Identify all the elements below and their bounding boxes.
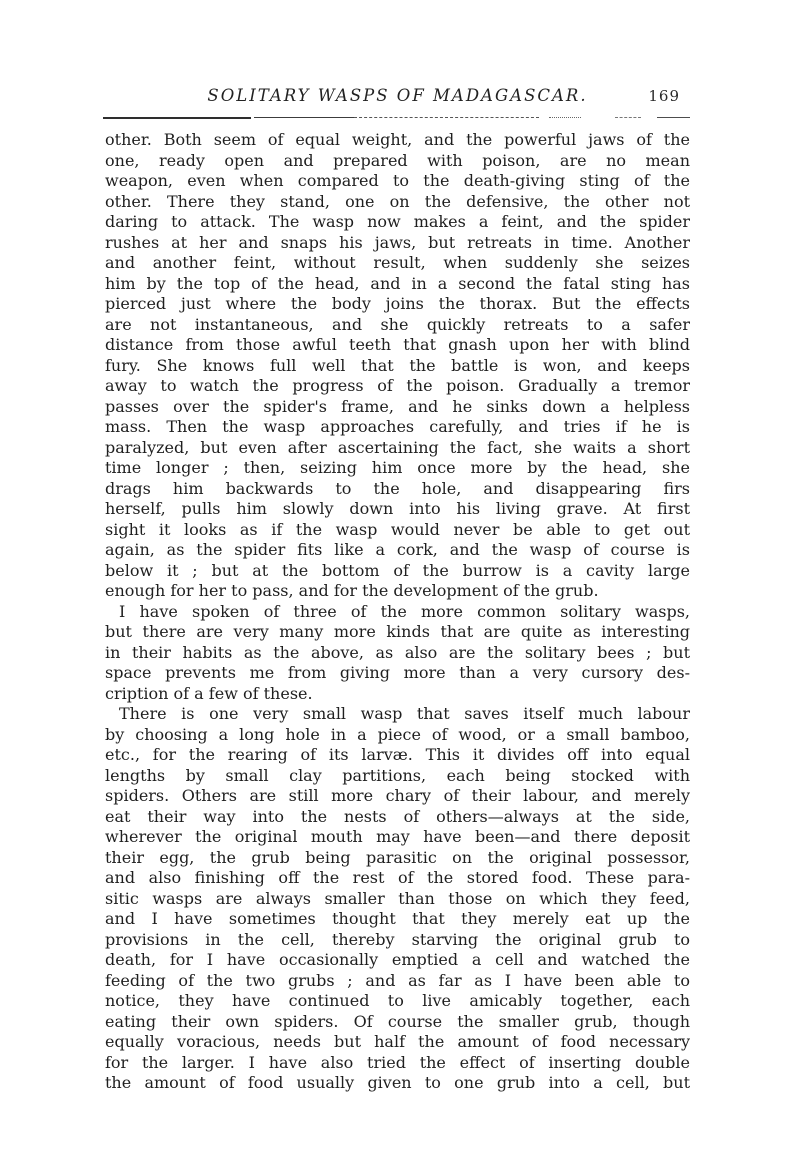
text-line: wherever the original mouth may have been—and there deposit bbox=[105, 827, 690, 846]
paragraph bbox=[105, 130, 690, 602]
running-title: SOLITARY WASPS OF MADAGASCAR. bbox=[207, 86, 588, 105]
text-line: sitic wasps are always smaller than those on which they feed, bbox=[105, 888, 690, 908]
text-line: drags him backwards to the hole, and disappearing firs bbox=[105, 478, 690, 498]
text-line: him by the top of the head, and in a second the fatal sting has bbox=[105, 273, 690, 293]
paragraph bbox=[105, 602, 690, 705]
text-line: eat their way into the nests of others—always at the side, bbox=[105, 806, 690, 826]
text-line: provisions in the cell, thereby starving the original grub to bbox=[105, 929, 690, 949]
text-line: below it ; but at the bottom of the burrow is a cavity large bbox=[105, 560, 690, 580]
text-line: space prevents me from giving more than a very cursory des- bbox=[105, 663, 690, 682]
text-line: and I have sometimes thought that they merely eat up the bbox=[105, 909, 690, 928]
text-line: other. There they stand, one on the defensive, the other not bbox=[105, 191, 690, 211]
text-line: and also finishing off the rest of the stored food. These para- bbox=[105, 868, 690, 887]
header-rule bbox=[103, 117, 690, 120]
text-line: weapon, even when compared to the death-giving sting of the bbox=[105, 171, 690, 190]
text-line: daring to attack. The wasp now makes a feint, and the spider bbox=[105, 212, 690, 231]
text-line: death, for I have occasionally emptied a cell and watched the bbox=[105, 950, 690, 969]
paragraph bbox=[105, 704, 690, 1094]
text-line: the amount of food usually given to one grub into a cell, but bbox=[105, 1073, 690, 1092]
text-line: equally voracious, needs but half the amount of food necessary bbox=[105, 1032, 690, 1051]
text-line: feeding of the two grubs ; and as far as I have been able to bbox=[105, 970, 690, 990]
text-line: distance from those awful teeth that gnash upon her with blind bbox=[105, 335, 690, 354]
text-line: for the larger. I have also tried the effect of inserting double bbox=[105, 1052, 690, 1072]
text-line: etc., for the rearing of its larvæ. This it divides off into equal bbox=[105, 745, 690, 764]
header-rule-segment bbox=[103, 117, 251, 119]
text-line: away to watch the progress of the poison. Gradually a tremor bbox=[105, 376, 690, 395]
text-line: pierced just where the body joins the thorax. But the effects bbox=[105, 294, 690, 313]
page-number: 169 bbox=[648, 87, 680, 105]
text-line: in their habits as the above, as also are the solitary bees ; but bbox=[105, 642, 690, 662]
header-rule-segment bbox=[354, 117, 539, 118]
header-rule-segment bbox=[254, 117, 354, 118]
text-line: but there are very many more kinds that are quite as interesting bbox=[105, 622, 690, 641]
header-rule-segment bbox=[615, 117, 641, 118]
page-header bbox=[105, 86, 690, 110]
text-line: cription of a few of these. bbox=[105, 683, 313, 703]
text-line: one, ready open and prepared with poison, are no mean bbox=[105, 150, 690, 170]
header-rule-segment bbox=[549, 117, 581, 118]
text-line: herself, pulls him slowly down into his living grave. At first bbox=[105, 499, 690, 518]
text-line: enough for her to pass, and for the development of the grub. bbox=[105, 581, 599, 600]
text-line: rushes at her and snaps his jaws, but retreats in time. Another bbox=[105, 232, 690, 252]
text-line: passes over the spider's frame, and he sinks down a helpless bbox=[105, 396, 690, 416]
text-line: fury. She knows full well that the battle is won, and keeps bbox=[105, 355, 690, 375]
text-line: again, as the spider fits like a cork, and the wasp of course is bbox=[105, 540, 690, 559]
text-line: time longer ; then, seizing him once more by the head, she bbox=[105, 458, 690, 477]
text-line: notice, they have continued to live amicably together, each bbox=[105, 991, 690, 1010]
text-line: sight it looks as if the wasp would never be able to get out bbox=[105, 519, 690, 539]
text-line: eating their own spiders. Of course the smaller grub, though bbox=[105, 1011, 690, 1031]
text-line: I have spoken of three of the more common solitary wasps, bbox=[119, 601, 690, 621]
page-body bbox=[105, 130, 690, 1094]
text-line: by choosing a long hole in a piece of wood, or a small bamboo, bbox=[105, 724, 690, 744]
text-line: spiders. Others are still more chary of their labour, and merely bbox=[105, 786, 690, 805]
text-line: mass. Then the wasp approaches carefully, and tries if he is bbox=[105, 417, 690, 436]
text-line: are not instantaneous, and she quickly retreats to a safer bbox=[105, 314, 690, 334]
text-line: lengths by small clay partitions, each being stocked with bbox=[105, 765, 690, 785]
header-rule-segment bbox=[657, 117, 690, 118]
text-line: their egg, the grub being parasitic on the original possessor, bbox=[105, 847, 690, 867]
text-line: and another feint, without result, when suddenly she seizes bbox=[105, 253, 690, 272]
text-line: other. Both seem of equal weight, and the powerful jaws of the bbox=[105, 130, 690, 149]
text-line: There is one very small wasp that saves itself much labour bbox=[119, 704, 690, 723]
text-line: paralyzed, but even after ascertaining the fact, she waits a short bbox=[105, 437, 690, 457]
